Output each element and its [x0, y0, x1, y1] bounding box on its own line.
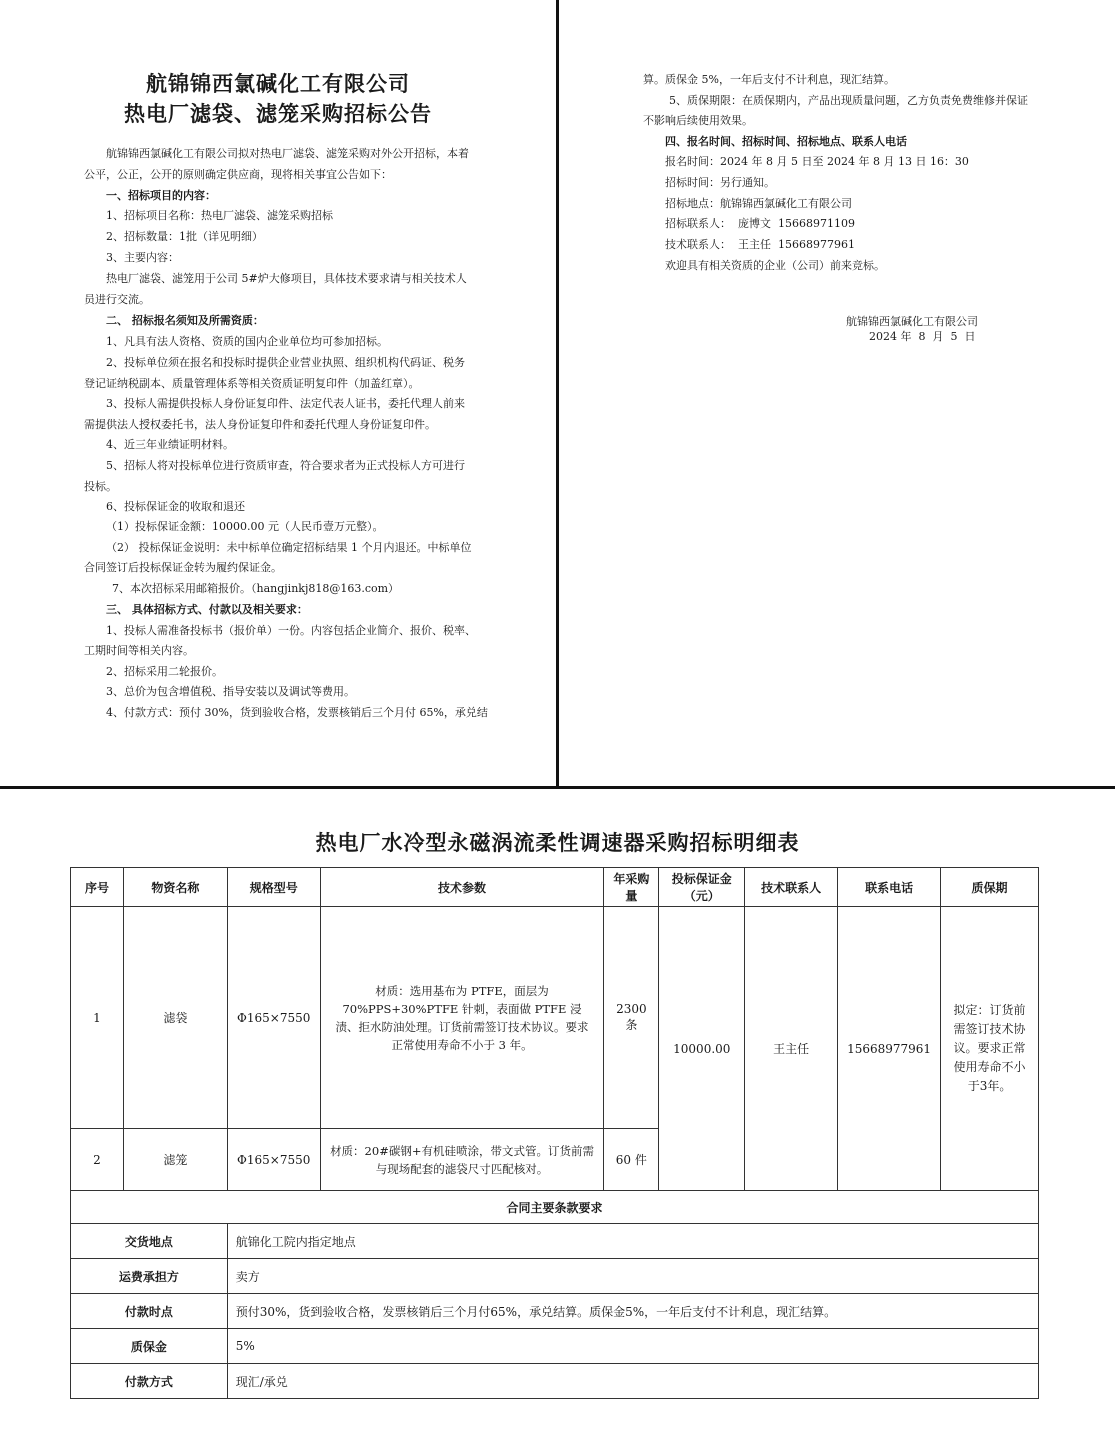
- body-line: 不影响后续使用效果。: [643, 114, 753, 127]
- body-line: 5、质保期限：在质保期内，产品出现质量问题，乙方负责免费维修并保证: [669, 94, 1028, 107]
- procurement-detail-table: [70, 867, 1039, 1399]
- contract-title-row: [71, 1191, 1039, 1224]
- body-line: 技术联系人： 王主任 15668977961: [665, 238, 855, 251]
- term-label: 质保金: [71, 1329, 228, 1364]
- header-spec: 规格型号: [227, 868, 320, 907]
- body-line: 6、投标保证金的收取和退还: [106, 500, 245, 513]
- signature-company: 航锦锦西氯碱化工有限公司: [846, 315, 978, 328]
- table-header-row: [71, 868, 1039, 907]
- term-row: [71, 1329, 1039, 1364]
- row-qty: 60 件: [604, 1129, 659, 1191]
- section-heading: 二、 招标报名须知及所需资质：: [106, 314, 264, 327]
- body-line: 合同签订后投标保证金转为履约保证金。: [84, 561, 282, 574]
- body-line: 3、总价为包含增值税、指导安装以及调试等费用。: [106, 685, 355, 698]
- row-no: 1: [71, 907, 124, 1129]
- row-params: 材质：20#碳钢+有机硅喷涂，带文式管。订货前需与现场配套的滤袋尺寸匹配核对。: [320, 1129, 604, 1191]
- body-line: 招标联系人： 庞博文 15668971109: [665, 217, 855, 230]
- body-line: 招标地点：航锦锦西氯碱化工有限公司: [665, 197, 852, 210]
- left-page: [0, 0, 556, 786]
- header-no: 序号: [71, 868, 124, 907]
- body-line: 1、招标项目名称：热电厂滤袋、滤笼采购招标: [106, 209, 333, 222]
- row-params: 材质：选用基布为 PTFE，面层为 70%PPS+30%PTFE 针刺，表面做 PTFE 浸渍、拒水防油处理。订货前需签订技术协议。要求正常使用寿命不小于 3 年。: [320, 907, 604, 1129]
- body-line: 报名时间：2024 年 8 月 5 日至 2024 年 8 月 13 日 16：30: [665, 155, 969, 168]
- warranty-cell: 拟定：订货前需签订技术协议。要求正常使用寿命不小于3年。: [941, 907, 1039, 1191]
- term-row: [71, 1364, 1039, 1399]
- term-label: 交货地点: [71, 1224, 228, 1259]
- body-line: 投标。: [84, 480, 117, 493]
- body-line: 2、招标数量：1批（详见明细）: [106, 230, 263, 243]
- row-spec: Φ165×7550: [227, 907, 320, 1129]
- row-name: 滤笼: [123, 1129, 227, 1191]
- body-line: 员进行交流。: [84, 293, 150, 306]
- right-page: [559, 0, 1115, 786]
- body-line: 3、主要内容：: [106, 251, 179, 264]
- term-value: 预付30%，货到验收合格，发票核销后三个月付65%，承兑结算。质保金5%，一年后支付不计利息，现汇结算。: [227, 1294, 1038, 1329]
- detail-sheet: [0, 789, 1115, 1456]
- intro-line: 航锦锦西氯碱化工有限公司拟对热电厂滤袋、滤笼采购对外公开招标，本着: [106, 147, 469, 160]
- header-name: 物资名称: [123, 868, 227, 907]
- header-phone: 联系电话: [838, 868, 941, 907]
- row-spec: Φ165×7550: [227, 1129, 320, 1191]
- term-label: 付款时点: [71, 1294, 228, 1329]
- term-value: 5%: [227, 1329, 1038, 1364]
- detail-title: 热电厂水冷型永磁涡流柔性调速器采购招标明细表: [315, 831, 800, 855]
- body-line: 1、凡具有法人资格、资质的国内企业单位均可参加招标。: [106, 335, 388, 348]
- body-line: 2、招标采用二轮报价。: [106, 665, 223, 678]
- body-line: 2、投标单位须在报名和投标时提供企业营业执照、组织机构代码证、税务: [106, 356, 465, 369]
- body-line: （2） 投标保证金说明：未中标单位确定招标结果 1 个月内退还。中标单位: [106, 541, 472, 554]
- company-title: 航锦锦西氯碱化工有限公司: [146, 71, 410, 96]
- body-line: 1、投标人需准备投标书（报价单）一份。内容包括企业简介、报价、税率、: [106, 624, 476, 637]
- term-value: 航锦化工院内指定地点: [227, 1224, 1038, 1259]
- section-heading: 四、报名时间、招标时间、招标地点、联系人电话: [665, 135, 907, 148]
- contact-cell: 王主任: [745, 907, 838, 1191]
- body-line: 5、招标人将对投标单位进行资质审查，符合要求者为正式投标人方可进行: [106, 459, 465, 472]
- header-contact: 技术联系人: [745, 868, 838, 907]
- body-line: 热电厂滤袋、滤笼用于公司 5#炉大修项目，具体技术要求请与相关技术人: [106, 272, 467, 285]
- section-heading: 三、 具体招标方式、付款以及相关要求：: [106, 603, 308, 616]
- term-value: 现汇/承兑: [227, 1364, 1038, 1399]
- body-line: 4、近三年业绩证明材料。: [106, 438, 234, 451]
- section-heading: 一、招标项目的内容：: [106, 189, 216, 202]
- body-line: 工期时间等相关内容。: [84, 644, 194, 657]
- body-line: 7、本次招标采用邮箱报价。（hangjinkj818@163.com）: [112, 582, 400, 595]
- phone-cell: 15668977961: [838, 907, 941, 1191]
- header-params: 技术参数: [320, 868, 604, 907]
- signature-date: 2024 年 8 月 5 日: [869, 330, 976, 343]
- contract-title: 合同主要条款要求: [71, 1191, 1039, 1224]
- term-row: [71, 1294, 1039, 1329]
- term-row: [71, 1224, 1039, 1259]
- body-line: 需提供法人授权委托书，法人身份证复印件和委托代理人身份证复印件。: [84, 418, 436, 431]
- header-qty: 年采购量: [604, 868, 659, 907]
- term-label: 付款方式: [71, 1364, 228, 1399]
- body-line: 招标时间：另行通知。: [665, 176, 775, 189]
- body-line: 算。质保金 5%，一年后支付不计利息，现汇结算。: [643, 73, 895, 86]
- term-value: 卖方: [227, 1259, 1038, 1294]
- header-deposit: 投标保证金（元）: [659, 868, 745, 907]
- term-row: [71, 1259, 1039, 1294]
- body-line: （1）投标保证金额：10000.00 元（人民币壹万元整）。: [106, 520, 384, 533]
- body-line: 4、付款方式：预付 30%，货到验收合格，发票核销后三个月付 65%，承兑结: [106, 706, 488, 719]
- body-line: 欢迎具有相关资质的企业（公司）前来竞标。: [665, 259, 885, 272]
- intro-line: 公平，公正，公开的原则确定供应商，现将相关事宜公告如下：: [84, 168, 392, 181]
- deposit-cell: 10000.00: [659, 907, 745, 1191]
- header-warranty: 质保期: [941, 868, 1039, 907]
- body-line: 3、投标人需提供投标人身份证复印件、法定代表人证书，委托代理人前来: [106, 397, 465, 410]
- table-row: [71, 907, 1039, 1129]
- row-name: 滤袋: [123, 907, 227, 1129]
- row-qty: 2300 条: [604, 907, 659, 1129]
- term-label: 运费承担方: [71, 1259, 228, 1294]
- row-no: 2: [71, 1129, 124, 1191]
- body-line: 登记证纳税副本、质量管理体系等相关资质证明复印件（加盖红章）。: [84, 377, 420, 390]
- announcement-title: 热电厂滤袋、滤笼采购招标公告: [124, 101, 432, 126]
